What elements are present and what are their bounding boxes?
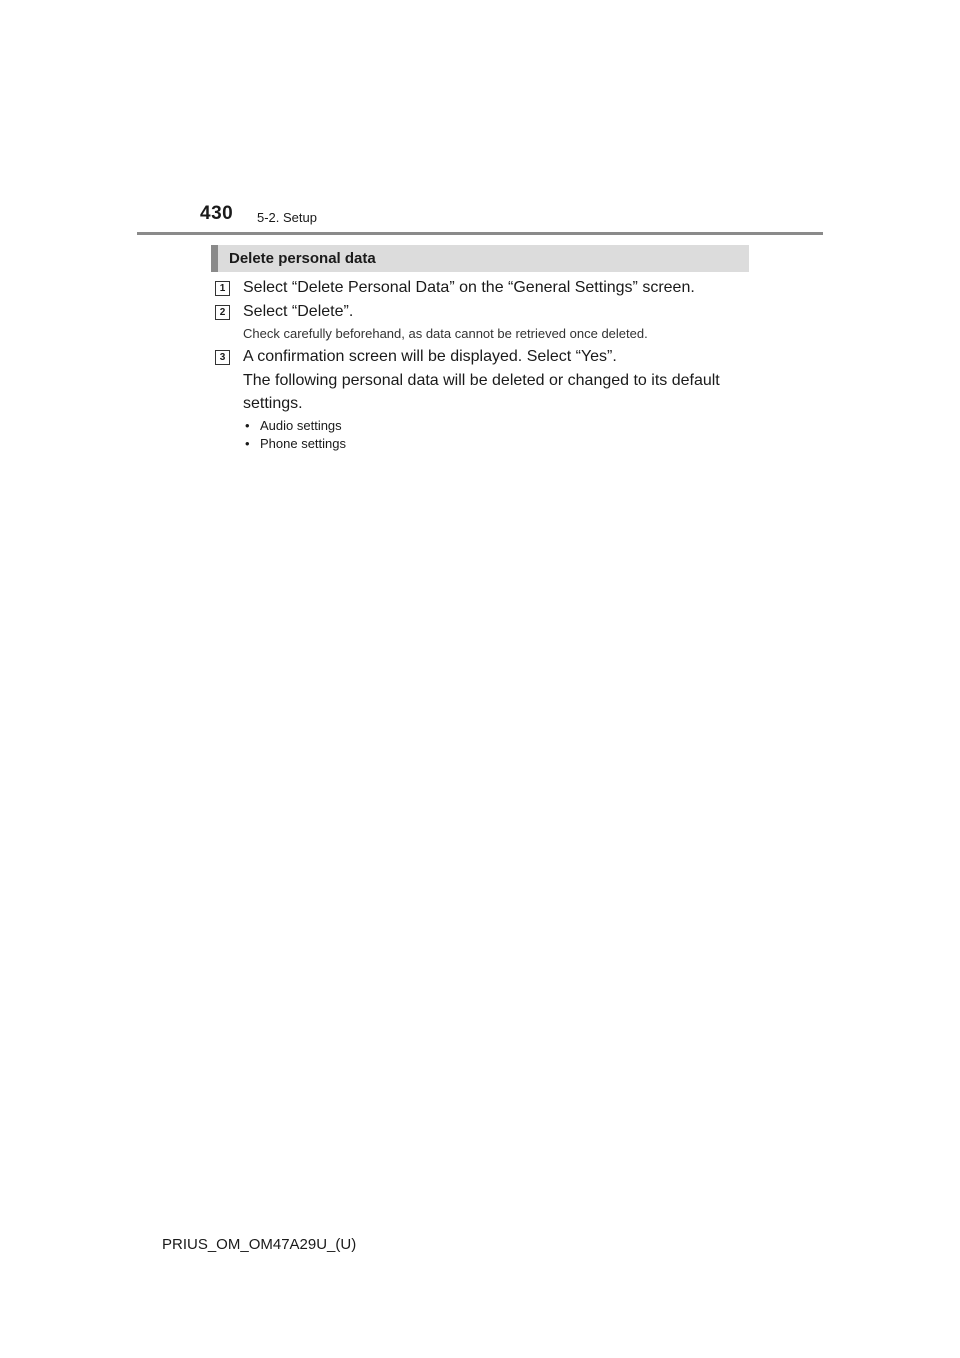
personal-data-list <box>245 417 346 453</box>
footer-doc-id: PRIUS_OM_OM47A29U_(U) <box>162 1236 357 1253</box>
step-2-badge: 2 <box>215 305 230 320</box>
list-item: • Audio settings <box>245 418 342 433</box>
header-rule <box>137 232 823 235</box>
page-number: 430 <box>200 203 234 224</box>
list-item: • Phone settings <box>245 436 347 451</box>
bullet-icon: • <box>245 418 250 433</box>
step-3-text: A confirmation screen will be displayed. Select “Yes”. <box>243 348 617 365</box>
step-3-description-line-1: The following personal data will be deleted or changed to its default <box>243 372 720 389</box>
step-3-badge: 3 <box>215 350 230 365</box>
section-heading <box>211 245 749 272</box>
step-2-text: Select “Delete”. <box>243 303 354 320</box>
step-1-badge: 1 <box>215 281 230 296</box>
section-heading-title: Delete personal data <box>229 250 376 267</box>
step-3-description-line-2: settings. <box>243 395 303 412</box>
section-label: 5-2. Setup <box>257 210 317 225</box>
step-2-note: Check carefully beforehand, as data cannot be retrieved once deleted. <box>243 326 648 341</box>
step-1-text: Select “Delete Personal Data” on the “General Settings” screen. <box>243 279 695 296</box>
bullet-icon: • <box>245 436 250 451</box>
